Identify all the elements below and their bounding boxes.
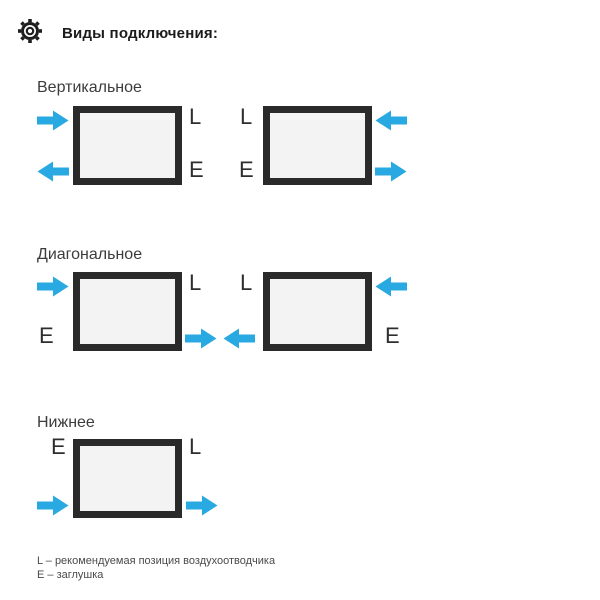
radiator-box xyxy=(73,272,182,351)
plug-label: E xyxy=(39,323,54,348)
page-title: Виды подключения: xyxy=(62,25,219,42)
outlet-arrow-icon xyxy=(223,328,255,349)
outlet-arrow-icon xyxy=(375,161,407,182)
legend-plug: E – заглушка xyxy=(37,569,104,581)
radiator-box xyxy=(263,106,372,185)
radiator-box xyxy=(263,272,372,351)
air-vent-label: L xyxy=(189,104,202,129)
section-title-bottom: Нижнее xyxy=(37,414,95,431)
air-vent-label: L xyxy=(189,270,202,295)
plug-label: E xyxy=(51,434,66,459)
plug-label: E xyxy=(239,157,254,182)
air-vent-label: L xyxy=(189,434,202,459)
plug-label: E xyxy=(189,157,204,182)
inlet-arrow-icon xyxy=(37,495,69,516)
air-vent-label: L xyxy=(240,270,253,295)
legend xyxy=(37,554,275,582)
inlet-arrow-icon xyxy=(375,276,407,297)
inlet-arrow-icon xyxy=(375,110,407,131)
section-title-vertical: Вертикальное xyxy=(37,79,142,96)
plug-label: E xyxy=(385,323,400,348)
gear-icon xyxy=(16,17,44,45)
legend-air-vent: L – рекомендуемая позиция воздухоотводчика xyxy=(37,555,276,567)
outlet-arrow-icon xyxy=(186,495,218,516)
radiator-box xyxy=(73,106,182,185)
inlet-arrow-icon xyxy=(37,110,69,131)
radiator-box xyxy=(73,439,182,518)
outlet-arrow-icon xyxy=(37,161,69,182)
air-vent-label: L xyxy=(240,104,253,129)
section-title-diagonal: Диагональное xyxy=(37,246,143,263)
inlet-arrow-icon xyxy=(37,276,69,297)
outlet-arrow-icon xyxy=(185,328,217,349)
